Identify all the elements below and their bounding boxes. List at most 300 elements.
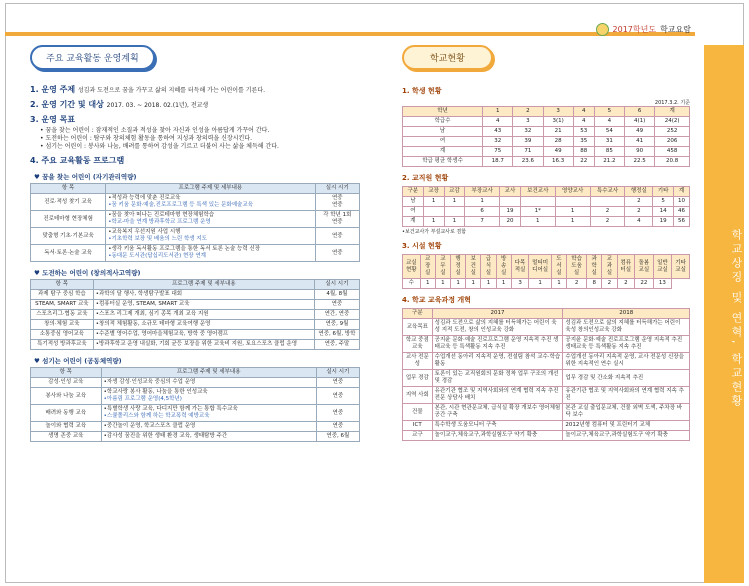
table-cell	[315, 245, 359, 262]
table-cell: 7	[465, 217, 500, 227]
table-cell: 32	[483, 137, 513, 147]
table-cell: 학교 중점 교육	[403, 336, 433, 353]
table-header: 교실현황	[403, 255, 421, 279]
table-cell	[93, 340, 314, 350]
table-cell: 교육목표	[403, 319, 433, 336]
table-cell	[315, 228, 359, 245]
staff-status-title: 2. 교직원 현황	[402, 174, 449, 182]
plan-item	[30, 84, 360, 95]
table-cell: 2	[567, 279, 587, 289]
table-header: 도서실	[551, 255, 566, 279]
table-row	[403, 147, 690, 157]
plan-item-num: 1.	[30, 85, 42, 94]
table-cell: 3	[513, 117, 543, 127]
table-row	[31, 211, 360, 228]
table-row	[403, 370, 690, 387]
cell-line: 각 학년 1회	[323, 212, 352, 218]
table-cell	[106, 211, 315, 228]
table-cell: 1	[444, 217, 465, 227]
cell-line: •수준별 영어수업, 영어마을체험교육, 방학 중 영어캠프	[95, 331, 229, 337]
table-cell: 8	[587, 279, 602, 289]
table-cell: 수	[403, 279, 421, 289]
table-cell	[500, 197, 521, 207]
table-cell	[315, 194, 359, 211]
table-cell: 특수학생 도움모니터 구축	[432, 421, 563, 431]
table-row	[31, 378, 360, 388]
table-header: 다목적실	[511, 255, 529, 279]
cell-line: •특별학생 사랑 교육, 다디지만 함께 가는 통합 특수교육	[103, 406, 238, 412]
table-cell	[93, 310, 314, 320]
table-row	[403, 431, 690, 441]
table-row	[403, 117, 690, 127]
table-row	[31, 330, 360, 340]
table-header: 3	[543, 107, 573, 117]
table-cell: 본관 교실 출입문교체, 건물 외벽 도색, 주차장 바닥 보수	[563, 404, 690, 421]
table-cell: 4	[594, 117, 624, 127]
table-cell	[316, 422, 359, 432]
table-header: 구분	[403, 309, 433, 319]
table-cell: 252	[655, 127, 690, 137]
cell-line: 연중	[332, 423, 344, 429]
table-cell: 22	[635, 279, 654, 289]
table-cell: 13	[653, 279, 672, 289]
table-row	[31, 310, 360, 320]
table-cell: 계	[403, 147, 483, 157]
table-header: 기타	[653, 187, 674, 197]
plan-item-label: 운영 기간 및 대상	[41, 100, 107, 109]
table-cell: 3(1)	[543, 117, 573, 127]
table-cell	[316, 432, 359, 442]
table-cell: 19	[500, 207, 521, 217]
table-cell: 18.7	[483, 157, 513, 167]
table-cell: 감성·인성 교육	[31, 378, 102, 388]
table-cell	[520, 197, 555, 207]
table-cell: 1	[465, 197, 500, 207]
table-cell: 56	[673, 217, 689, 227]
table-cell: 소통중심 영어교육	[31, 330, 94, 340]
table-cell: 22.5	[625, 157, 655, 167]
student-status-date: 2017.3.2. 기준	[654, 100, 690, 106]
cell-line: 연중	[332, 379, 344, 385]
table-cell: 1	[551, 279, 566, 289]
side-tab: 학교상징 및 연혁, 학교현황	[704, 45, 744, 583]
table-cell	[106, 228, 315, 245]
table-cell: 유관기관 협조 및 지역사회와의 연계 협력 지속 추진	[563, 387, 690, 404]
table-cell: 2	[602, 279, 617, 289]
plan-item	[30, 114, 360, 125]
plan-item-text: 성김과 도전으로 꿈을 가꾸고 삶의 지혜를 터득해 가는 어린이를 기른다.	[77, 87, 266, 94]
facility-status-title: 3. 시설 현황	[402, 242, 442, 250]
table-cell: 진로테마형 현장체험	[31, 211, 106, 228]
table-header: 보건교사	[520, 187, 555, 197]
table-cell: 본관, 시관 현관문교체, 급식실 확장 개보수 영어체험공간 구축	[432, 404, 563, 421]
table-cell: 1	[420, 279, 435, 289]
table-cell: 놀이교구,체육교구,과학실험도구 약기 확충	[563, 431, 690, 441]
table-header: 행정실	[451, 255, 466, 279]
table-row	[31, 245, 360, 262]
table-cell: STEAM, SMART 교육	[31, 300, 94, 310]
table-cell: 지역 사회	[403, 387, 433, 404]
table-cell: 54	[594, 127, 624, 137]
table-cell	[444, 207, 465, 217]
table-cell: 특기적성 방과후교육	[31, 340, 94, 350]
student-status-table	[402, 106, 690, 167]
table-cell: 21	[543, 127, 573, 137]
table-header: 항 목	[31, 280, 94, 290]
table-cell: 학급 평균 학생수	[403, 157, 483, 167]
cell-line: 연중, 9월	[325, 321, 349, 327]
table-cell: 16.3	[543, 157, 573, 167]
cell-line: 연중, 주말	[324, 341, 350, 347]
table-cell: 41	[625, 137, 655, 147]
table-cell	[314, 300, 359, 310]
cell-line: •감사성 꿈진을 위한 생태 환경 교육, 생태탐방 주간	[103, 433, 228, 439]
table-cell: 남	[403, 197, 424, 207]
table-cell: 85	[594, 147, 624, 157]
header-rule	[5, 30, 695, 36]
table-cell: 여	[403, 207, 424, 217]
table-cell: 맞춤형 기초·기본교육	[31, 228, 106, 245]
table-cell: 수업개선 동아리 지속적 운영, 전설팀 참석 교수·학습 활동	[432, 353, 563, 370]
table-cell	[314, 330, 359, 340]
program-group-title: ♥ 섬기는 어린이 (공동체역량)	[34, 357, 122, 365]
table-cell	[106, 245, 315, 262]
header-year: 2017학년도	[612, 25, 657, 34]
cell-line: •학교-마을 연계 방과후학교 프로그램 운영	[108, 219, 211, 225]
table-header: 계	[673, 187, 689, 197]
table-cell: 1	[444, 197, 465, 207]
table-row	[403, 157, 690, 167]
table-row	[403, 421, 690, 431]
table-row	[403, 336, 690, 353]
program-group-title: ♥ 꿈을 찾는 어린이 (자기관리역량)	[34, 173, 137, 181]
table-cell: 2012년형 컴퓨터 및 프린터기 교체	[563, 421, 690, 431]
cell-line: •동대문 도서관(답십리도서관) 현장 연계	[108, 253, 206, 259]
table-cell: 놀이와 협력 교육	[31, 422, 102, 432]
table-header: 교과실	[602, 255, 617, 279]
table-cell: 4(1)	[625, 117, 655, 127]
table-cell: 2	[590, 217, 625, 227]
right-column	[402, 45, 690, 441]
cell-line: •방과후학교 운영 내실화, 기회 균등 보장을 위한 교육비 지원, 토요스포츠 클럽 운영	[95, 341, 298, 347]
table-cell	[93, 300, 314, 310]
table-row	[403, 387, 690, 404]
table-header: 교감	[444, 187, 465, 197]
table-cell: 6	[465, 207, 500, 217]
table-cell: 20	[500, 217, 521, 227]
table-cell: 43	[483, 127, 513, 137]
table-cell: 49	[543, 147, 573, 157]
cell-line: 연중, 6월	[326, 433, 350, 439]
table-cell: 공지윤 문화·예술 진로프로그램 운영 지속적 추진 생태교육 등 특색활동 지속 추진	[563, 336, 690, 353]
table-header: 교장	[423, 187, 444, 197]
goals-list	[30, 127, 360, 151]
table-row	[403, 217, 690, 227]
cell-line: •창의적 체험활동, 소규모 테마형 교육여행 운영	[95, 321, 211, 327]
cell-line: 4월, 8월	[326, 291, 348, 297]
plan-item-num: 2.	[30, 100, 42, 109]
curriculum-table	[402, 308, 690, 441]
table-header: 부장교사	[465, 187, 500, 197]
table-row	[31, 228, 360, 245]
table-cell: 1	[496, 279, 511, 289]
table-cell: 업무 경감	[403, 370, 433, 387]
table-cell: 봉사와 나눔 교육	[31, 388, 102, 405]
table-row	[31, 194, 360, 211]
table-cell	[590, 197, 625, 207]
table-header: 보건실	[466, 255, 481, 279]
table-header: 학습도움실	[567, 255, 587, 279]
table-header: 항 목	[31, 184, 106, 194]
table-row	[31, 388, 360, 405]
table-header: 과학실	[587, 255, 602, 279]
table-row	[403, 197, 690, 207]
table-cell	[101, 422, 316, 432]
table-cell: 32	[513, 127, 543, 137]
table-cell: 21.2	[594, 157, 624, 167]
table-row	[31, 340, 360, 350]
program-title: 4. 주요 교육활동 프로그램	[30, 156, 125, 165]
table-header: 실시 시기	[315, 184, 359, 194]
table-cell: ICT	[403, 421, 433, 431]
table-cell	[93, 320, 314, 330]
table-cell: 1	[451, 279, 466, 289]
table-row	[31, 320, 360, 330]
table-row	[403, 404, 690, 421]
table-header: 구분	[403, 187, 424, 197]
cell-line: 연중, 6월, 방학	[318, 331, 356, 337]
cell-line: 연중	[332, 409, 344, 416]
plan-item-text: 2017. 03. ~ 2018. 02.(1년), 전교생	[106, 102, 209, 109]
table-cell: 2	[625, 207, 653, 217]
table-header: 행정실	[625, 187, 653, 197]
staff-status-table	[402, 186, 690, 227]
table-cell: 71	[513, 147, 543, 157]
table-cell: 교사 전문성	[403, 353, 433, 370]
table-header: 실시 시기	[314, 280, 359, 290]
table-header: 특수교사	[590, 187, 625, 197]
table-cell: 놀이교구,체육교구,과학실험도구 약기 확충	[432, 431, 563, 441]
cell-line: •컴퓨터실 운영, STEAM, SMART 교육	[95, 301, 190, 307]
table-cell	[555, 197, 590, 207]
table-header: 프로그램 주제 및 세부내용	[93, 280, 314, 290]
cell-line: •생각 키움 독서활동 프로그램을 통한 독서 토론 논술 능력 신장	[108, 246, 261, 252]
table-cell: 24(2)	[655, 117, 690, 127]
table-cell: 1	[555, 217, 590, 227]
table-row	[31, 290, 360, 300]
table-cell: 창의·체험 교육	[31, 320, 94, 330]
cell-line: •스쿨폴리스와 함께 하는 학교폭력 예방교육	[103, 413, 210, 419]
table-header: 1	[483, 107, 513, 117]
cell-line: •꿈을 찾아 떠나는 진로테마형 현장체험학습	[108, 212, 215, 218]
table-cell: 90	[625, 147, 655, 157]
table-cell: 75	[483, 147, 513, 157]
table-row	[403, 207, 690, 217]
table-header: 교장실	[420, 255, 435, 279]
table-header: 학년	[403, 107, 483, 117]
left-section-title: 주요 교육활동 운영계획	[30, 45, 155, 70]
table-cell: 유관기관 협조 및 지역사회와의 연계 협력 지속 추진 전문 상담사 배치	[432, 387, 563, 404]
table-cell: 학급수	[403, 117, 483, 127]
table-cell: 생명 존중 교육	[31, 432, 102, 442]
table-row	[403, 353, 690, 370]
cell-line: •기초학력 보장 및 배움의 느린 학생 지도	[108, 236, 207, 242]
table-cell: 458	[655, 147, 690, 157]
table-cell: 건물	[403, 404, 433, 421]
cell-line: •꿈 키움 문화·예술,진로프로그램 등 특색 있는 문화예술교육	[108, 202, 253, 208]
cell-line: •적성과 능력에 맞춘 진로교육	[108, 195, 181, 201]
table-cell	[314, 340, 359, 350]
table-header: 실시 시기	[316, 368, 359, 378]
page-header	[596, 23, 691, 36]
cell-line: 연중	[331, 249, 343, 256]
school-emblem-icon	[596, 23, 609, 36]
table-cell: 10	[673, 197, 689, 207]
table-cell: 1*	[520, 207, 555, 217]
table-cell: 14	[653, 207, 674, 217]
table-cell: 과제 탐구 중심 학습	[31, 290, 94, 300]
table-row	[31, 422, 360, 432]
table-cell	[106, 194, 315, 211]
plan-item-num: 3.	[30, 115, 42, 124]
plan-item-label: 운영 주제	[41, 85, 78, 94]
table-cell	[101, 432, 316, 442]
table-cell: 독서·토론·논술 교육	[31, 245, 106, 262]
table-row	[31, 405, 360, 422]
table-cell: 2	[617, 279, 635, 289]
table-row	[403, 279, 690, 289]
goal-item: • 도전하는 어린이 : 탐구와 창의체험 활동을 통하여 지성과 창의력을 신장시킨다.	[40, 135, 253, 142]
cell-line: 연간, 연중	[324, 311, 350, 317]
goal-item: • 꿈을 찾는 어린이 : 잠재적인 소질과 적성을 찾아 자신과 인성을 아름답게 가꾸어 간다.	[40, 127, 270, 134]
table-cell: 공지윤 문화·예술 진로프로그램 운영 지속적 추진 생태교육 등 특색활동 지속 추진	[432, 336, 563, 353]
table-cell: 31	[594, 137, 624, 147]
goal-item: • 섬기는 어린이 : 봉사와 나눔, 배려를 통하여 감성을 기르고 더불어 사는 삶을 체득해 간다.	[40, 143, 279, 150]
curriculum-title: 4. 학교 교육과정 개혁	[402, 296, 471, 304]
student-status-title: 1. 학생 현황	[402, 87, 442, 95]
program-groups	[30, 172, 360, 442]
table-cell: 1	[555, 207, 590, 217]
table-cell	[316, 388, 359, 405]
table-header: 영양교사	[555, 187, 590, 197]
table-header: 멀티미디어실	[529, 255, 552, 279]
table-cell: 53	[573, 127, 594, 137]
table-cell: 1	[466, 279, 481, 289]
table-cell	[101, 378, 316, 388]
cell-line: •교육복지 우선지원 사업 시행	[108, 229, 181, 235]
staff-note: •보건교사가 부설교사로 겸함	[402, 229, 467, 235]
cell-line: •학교사랑 봉사 활동, 나눔을 통한 인성교육	[103, 389, 208, 395]
plan-item	[30, 99, 360, 110]
table-cell: 1	[423, 217, 444, 227]
table-header: 방송실	[496, 255, 511, 279]
table-cell	[314, 290, 359, 300]
table-cell: 23.6	[513, 157, 543, 167]
table-header: 항 목	[31, 368, 102, 378]
table-cell: 46	[673, 207, 689, 217]
plan-items	[30, 84, 360, 125]
table-cell: 토론이 있는 교직원회의 문화 정착 업무 구조의 개선 및 경감	[432, 370, 563, 387]
table-header: 일반교실	[653, 255, 672, 279]
table-cell	[316, 378, 359, 388]
table-cell: 1	[435, 279, 450, 289]
table-cell: 35	[573, 137, 594, 147]
left-column	[30, 45, 360, 442]
table-row	[403, 127, 690, 137]
table-cell: 2	[625, 197, 653, 207]
table-cell: 성김과 도전으로 삶의 지혜를 터득해가는 어린이 육성 지적 도전, 창의 인성교육 강화	[432, 319, 563, 336]
table-header: 2017	[432, 309, 563, 319]
program-table	[30, 367, 360, 442]
table-cell: 1	[520, 217, 555, 227]
table-cell: 계	[403, 217, 424, 227]
table-cell: 39	[513, 137, 543, 147]
table-header: 계	[655, 107, 690, 117]
table-cell: 2	[590, 207, 625, 217]
table-header: 돌봄교실	[635, 255, 654, 279]
facility-status-table	[402, 254, 690, 289]
table-header: 교사	[500, 187, 521, 197]
plan-item-label: 운영 목표	[41, 115, 76, 124]
program-group-title: ♥ 도전하는 어린이 (창의적사고역량)	[34, 269, 141, 277]
table-header: 5	[594, 107, 624, 117]
table-header: 4	[573, 107, 594, 117]
table-cell: 22	[573, 157, 594, 167]
table-cell: 28	[543, 137, 573, 147]
table-cell: 20.8	[655, 157, 690, 167]
cell-line: 연중	[331, 301, 343, 307]
table-header: 2018	[563, 309, 690, 319]
table-cell: 4	[483, 117, 513, 127]
table-header: 2	[513, 107, 543, 117]
table-cell: 남	[403, 127, 483, 137]
table-cell: 4	[625, 217, 653, 227]
table-cell: 88	[573, 147, 594, 157]
cell-line: •중간놀이 운영, 학교스포츠 클럽 운영	[103, 423, 196, 429]
cell-line: •자생 감성·인성교육 중심의 수업 운영	[103, 379, 196, 385]
table-cell: 5	[653, 197, 674, 207]
table-cell: 스포츠리그·협동 교육	[31, 310, 94, 320]
table-cell: 교구	[403, 431, 433, 441]
cell-line: •아름림 프로그램 운영(4,5학년)	[103, 396, 182, 402]
table-header: 6	[625, 107, 655, 117]
table-cell: 4	[573, 117, 594, 127]
table-header: 컴퓨터실	[617, 255, 635, 279]
table-row	[403, 137, 690, 147]
table-cell: 1	[529, 279, 552, 289]
table-cell	[316, 405, 359, 422]
table-cell: 배려와 동행 교육	[31, 405, 102, 422]
table-cell	[101, 388, 316, 405]
table-cell: 1	[423, 197, 444, 207]
table-cell	[93, 290, 314, 300]
table-header: 프로그램 주제 및 세부내용	[101, 368, 316, 378]
right-section-title: 학교현황	[402, 45, 493, 70]
table-header: 교무실	[435, 255, 450, 279]
cell-line: 연중	[331, 232, 343, 239]
table-cell	[314, 320, 359, 330]
header-title: 학교요람	[660, 25, 691, 34]
table-cell: 수업개선 동아리 지속적 운영, 교사 전문성 신장을 위한 지속적인 연수 실시	[563, 353, 690, 370]
program-table	[30, 279, 360, 350]
cell-line: •과학의 달 행사, 학생탐구발표 대회	[95, 291, 183, 297]
cell-line: 연중	[331, 219, 343, 225]
program-table	[30, 183, 360, 262]
table-cell: 진로·적성 찾기 교육	[31, 194, 106, 211]
cell-line: 연중	[331, 195, 343, 201]
table-row	[31, 432, 360, 442]
table-row	[403, 319, 690, 336]
